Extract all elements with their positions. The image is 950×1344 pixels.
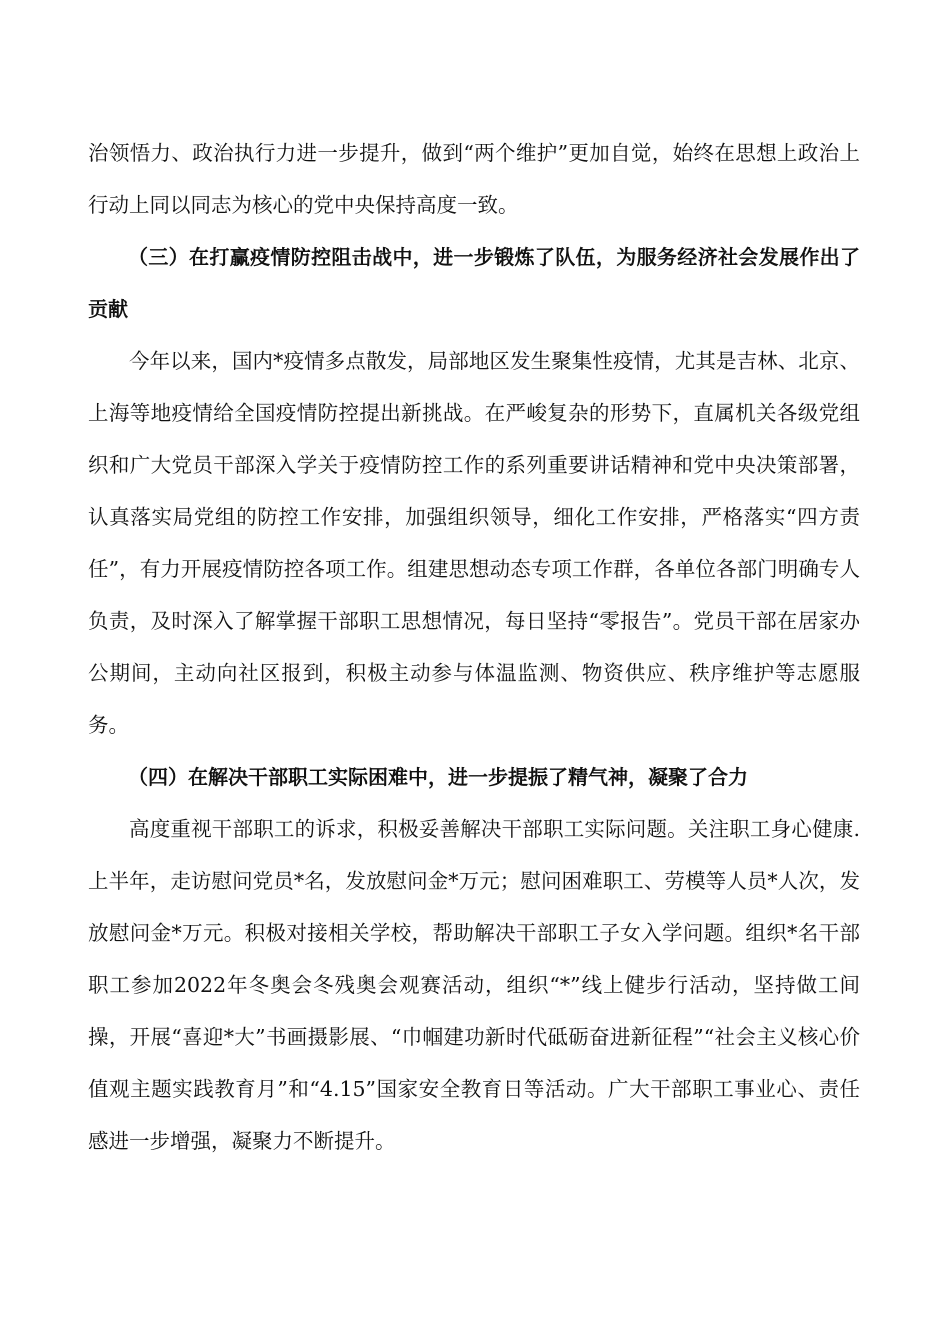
section-heading-3: （三）在打赢疫情防控阻击战中，进一步锻炼了队伍，为服务经济社会发展作出了贡献 xyxy=(88,245,860,321)
section-heading-4: （四）在解决干部职工实际困难中，进一步提振了精气神，凝聚了合力 xyxy=(128,765,748,789)
paragraph-epidemic-control: 今年以来，国内*疫情多点散发，局部地区发生聚集性疫情，尤其是吉林、北京、上海等地疫情给全国疫情防控提出新挑战。在严峻复杂的形势下，直属机关各级党组织和广大党员干部深入学关于疫情防控工作的系列重要讲话精神和党中央决策部署，认真落实局党组的防控工作安排，加强组织领导，细化工作安排，严格落实“四方责任”，有力开展疫情防控各项工作。组建思想动态专项工作群，各单位各部门明确专人负责，及时深入了解掌握干部职工思想情况，每日坚持“零报告”。党员干部在居家办公期间，主动向社区报到，积极主动参与体温监测、物资供应、秩序维护等志愿服务。 xyxy=(88,349,860,737)
paragraph-staff-difficulties: 高度重视干部职工的诉求，积极妥善解决干部职工实际问题。关注职工身心健康.上半年，走访慰问党员*名，发放慰问金*万元；慰问困难职工、劳模等人员*人次，发放慰问金*万元。积极对接相关学校，帮助解决干部职工子女入学问题。组织*名干部职工参加2022年冬奥会冬残奥会观赛活动，组织“*”线上健步行活动，坚持做工间操，开展“喜迎*大”书画摄影展、“巾帼建功新时代砥砺奋进新征程”“社会主义核心价值观主题实践教育月”和“4.15”国家安全教育日等活动。广大干部职工事业心、责任感进一步增强，凝聚力不断提升。 xyxy=(88,817,860,1153)
document-body xyxy=(88,127,860,1167)
paragraph-continuation: 治领悟力、政治执行力进一步提升，做到“两个维护”更加自觉，始终在思想上政治上行动上同以同志为核心的党中央保持高度一致。 xyxy=(88,141,860,217)
